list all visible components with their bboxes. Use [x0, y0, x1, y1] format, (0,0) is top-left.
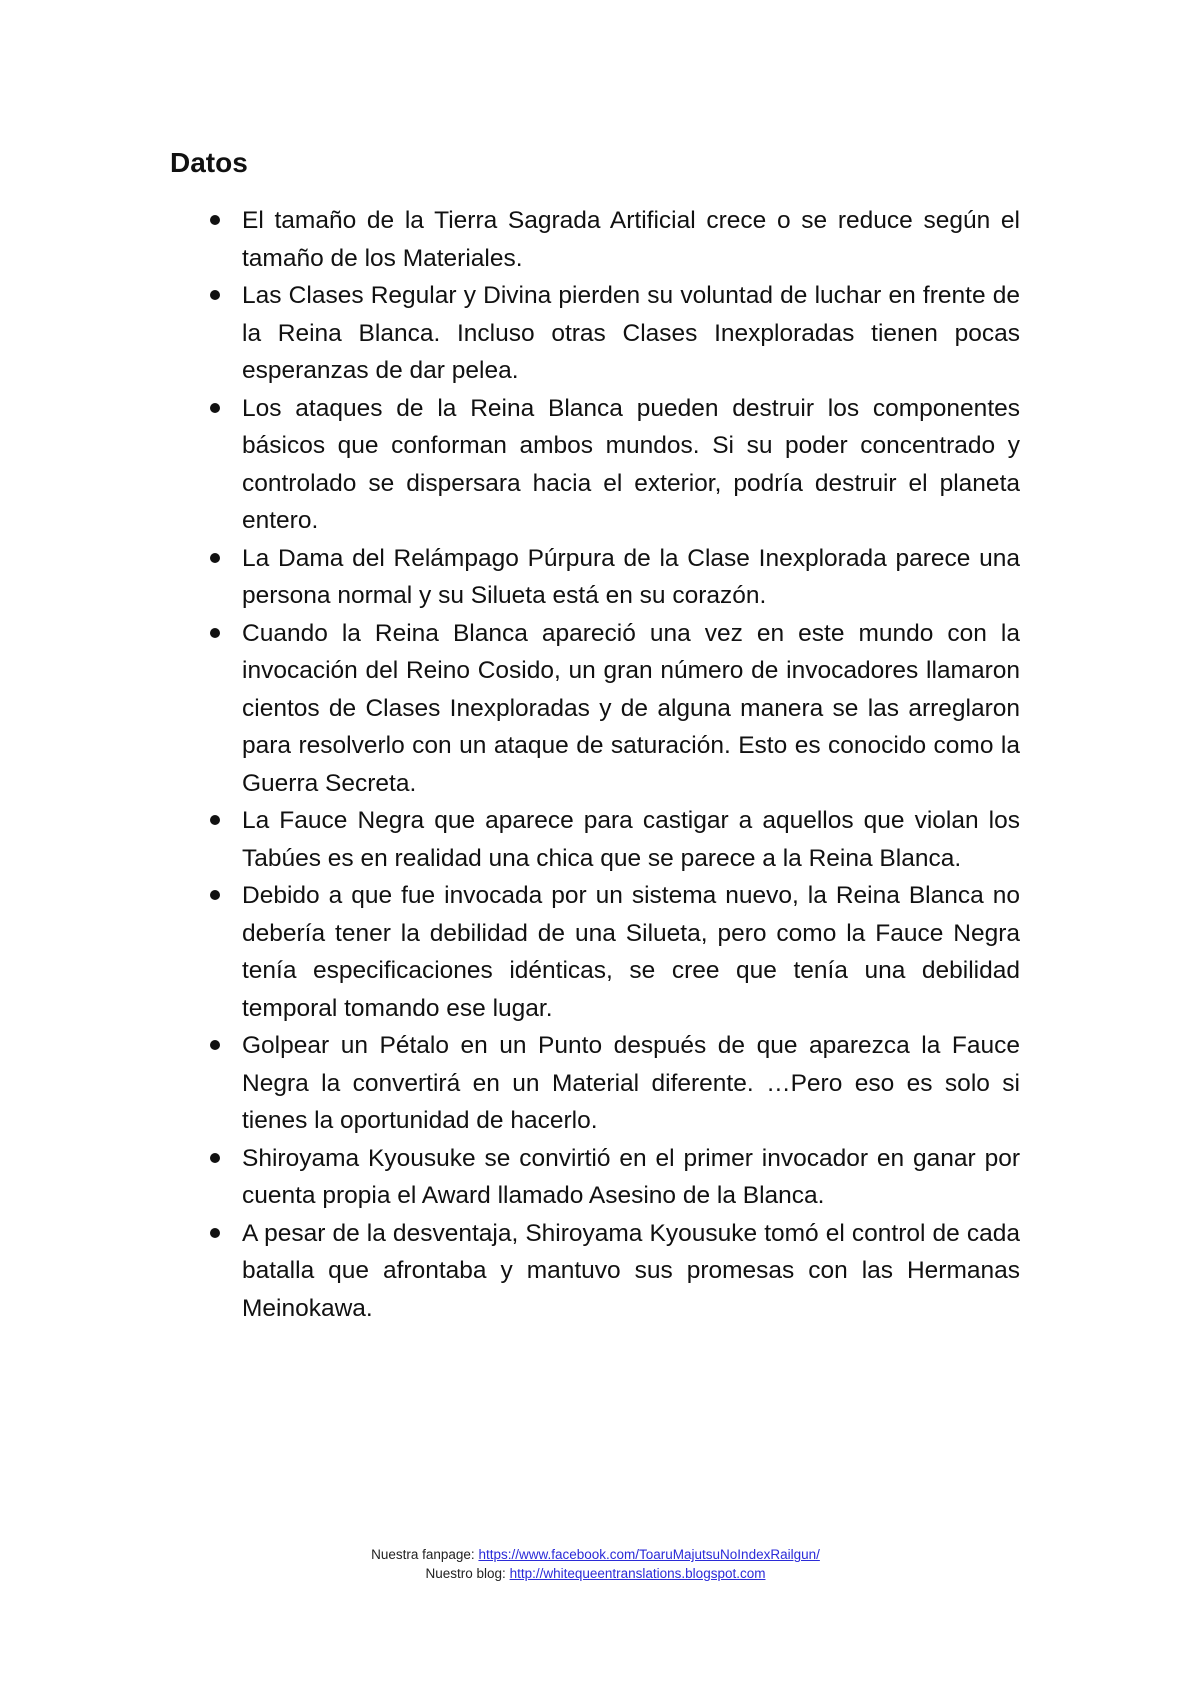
- page-footer: [0, 1545, 1191, 1583]
- list-item: [170, 540, 1020, 615]
- list-item-text: Las Clases Regular y Divina pierden su voluntad de luchar en frente de la Reina Blanca. Incluso otras Clases Inexploradas tienen pocas esperanzas de dar pelea.: [242, 282, 1020, 384]
- list-item-text: Golpear un Pétalo en un Punto después de que aparezca la Fauce Negra la convertirá en un Material diferente. …Pero eso es solo si tienes la oportunidad de hacerlo.: [242, 1032, 1020, 1134]
- bullet-icon: [210, 290, 220, 300]
- list-item: [170, 1027, 1020, 1140]
- bullet-icon: [210, 1040, 220, 1050]
- list-item-text: Debido a que fue invocada por un sistema nuevo, la Reina Blanca no debería tener la debilidad de una Silueta, pero como la Fauce Negra tenía especificaciones idénticas, se cree que tenía una debilidad temporal tomando ese lugar.: [242, 882, 1020, 1022]
- bullet-icon: [210, 215, 220, 225]
- blog-line: [0, 1564, 1191, 1583]
- list-item-text: A pesar de la desventaja, Shiroyama Kyousuke tomó el control de cada batalla que afrontaba y mantuvo sus promesas con las Hermanas Meinokawa.: [242, 1219, 1020, 1322]
- bullet-icon: [210, 1228, 220, 1238]
- list-item: [170, 1215, 1020, 1328]
- fanpage-label: Nuestra fanpage:: [371, 1547, 479, 1562]
- section-heading: Datos: [170, 147, 248, 178]
- list-item: [170, 877, 1020, 1027]
- bullet-icon: [210, 628, 220, 638]
- list-item: [170, 277, 1020, 390]
- bullet-icon: [210, 890, 220, 900]
- bullet-icon: [210, 553, 220, 563]
- list-item-text: Shiroyama Kyousuke se convirtió en el primer invocador en ganar por cuenta propia el Award llamado Asesino de la Blanca.: [242, 1144, 1020, 1209]
- blog-label: Nuestro blog:: [425, 1566, 510, 1581]
- bullet-icon: [210, 815, 220, 825]
- list-item-text: Cuando la Reina Blanca apareció una vez en este mundo con la invocación del Reino Cosido, un gran número de invocadores llamaron cientos de Clases Inexploradas y de alguna manera se las arreglaron para resolverlo con un ataque de saturación. Esto es conocido como la Guerra Secreta.: [242, 619, 1020, 797]
- list-item: [170, 802, 1020, 877]
- list-item-text: La Fauce Negra que aparece para castigar a aquellos que violan los Tabúes es en realidad una chica que se parece a la Reina Blanca.: [242, 807, 1020, 872]
- bullet-icon: [210, 403, 220, 413]
- list-item-text: El tamaño de la Tierra Sagrada Artificial crece o se reduce según el tamaño de los Materiales.: [242, 207, 1020, 272]
- blog-link[interactable]: http://whitequeentranslations.blogspot.com: [509, 1566, 766, 1581]
- bullet-icon: [210, 1153, 220, 1163]
- list-item-text: Los ataques de la Reina Blanca pueden destruir los componentes básicos que conforman ambos mundos. Si su poder concentrado y controlado se dispersara hacia el exterior, podría destruir el planeta entero.: [242, 394, 1020, 534]
- list-item: [170, 390, 1020, 540]
- fanpage-link[interactable]: https://www.facebook.com/ToaruMajutsuNoIndexRailgun/: [478, 1547, 820, 1562]
- list-item-text: La Dama del Relámpago Púrpura de la Clase Inexplorada parece una persona normal y su Silueta está en su corazón.: [242, 544, 1020, 609]
- list-item: [170, 1140, 1020, 1215]
- facts-list: [170, 202, 1020, 1327]
- list-item: [170, 615, 1020, 803]
- fanpage-line: [0, 1545, 1191, 1564]
- list-item: [170, 202, 1020, 277]
